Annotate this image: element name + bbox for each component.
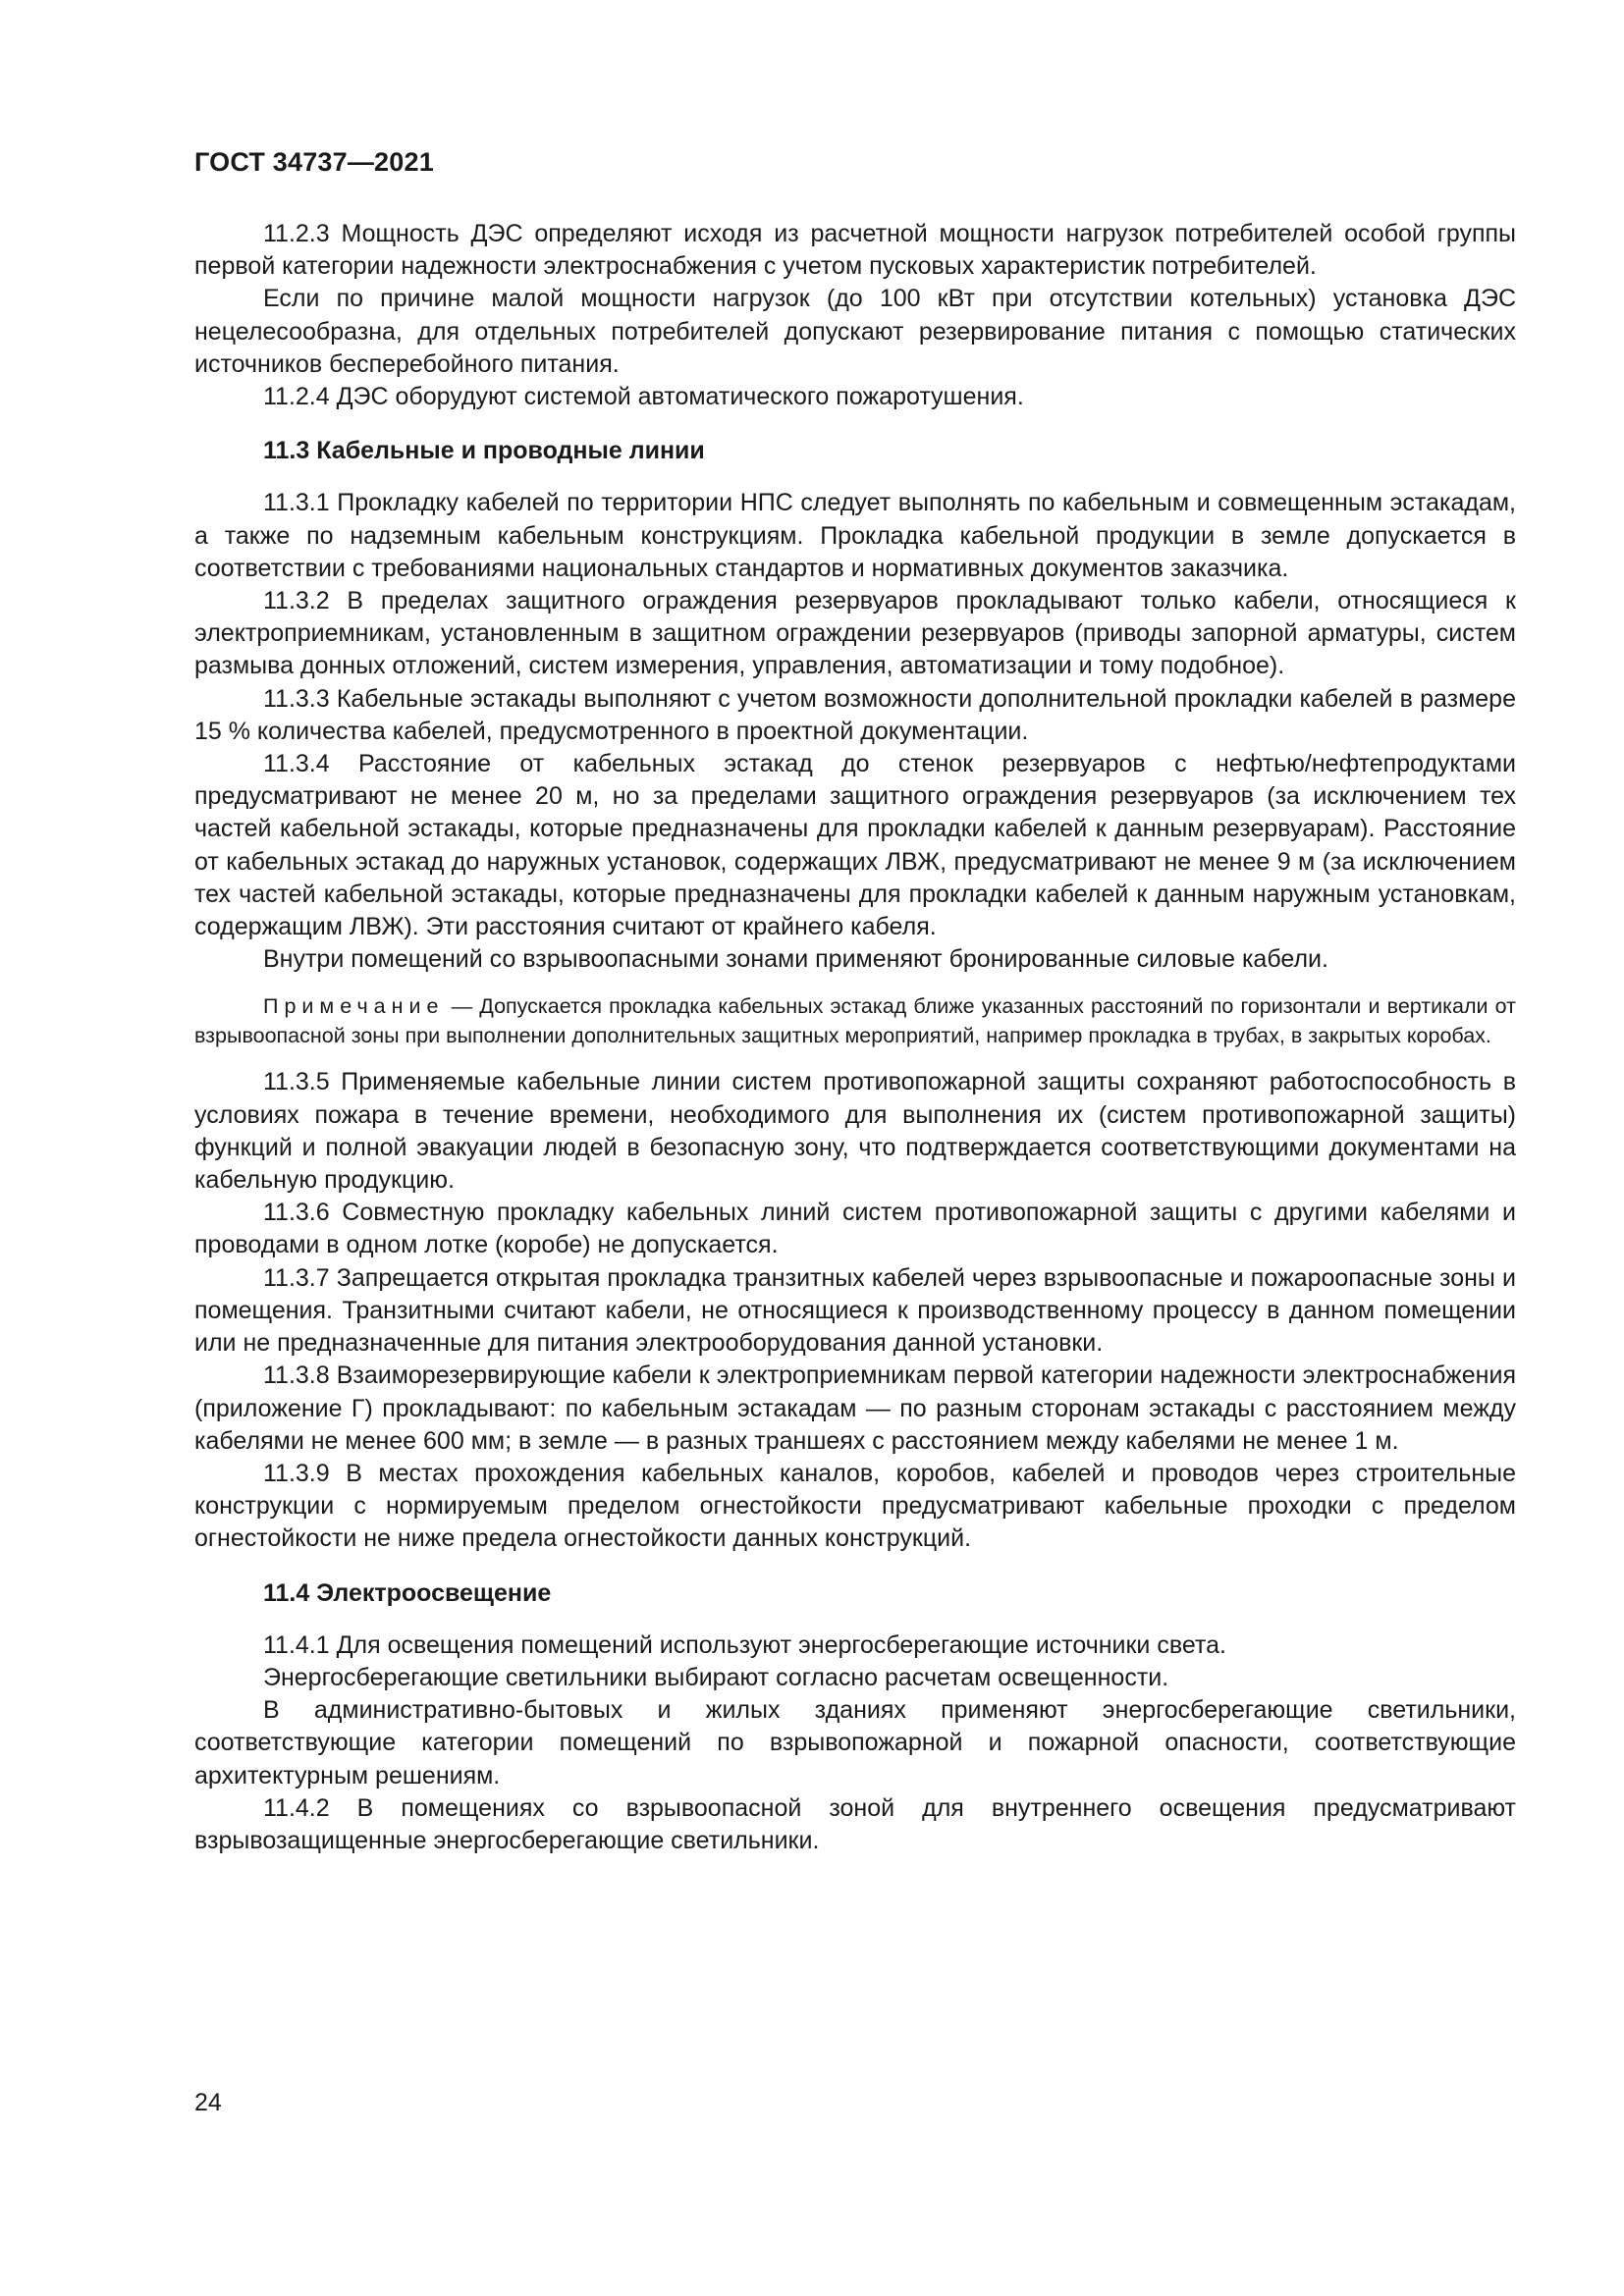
paragraph-11-3-8: 11.3.8 Взаиморезервирующие кабели к электроприемникам первой категории надежности электроснабжения (приложение Г) прокладывают: по кабельным эстакадам — по разным сторонам эстакады с расстоянием между кабелями не менее 600 мм; в земле — в разных траншеях с расстоянием между кабелями не менее 1 м. bbox=[194, 1362, 1516, 1455]
paragraph-11-3-1: 11.3.1 Прокладку кабелей по территории НПС следует выполнять по кабельным и совмещенным эстакадам, а также по надземным кабельным конструкциям. Прокладка кабельной продукции в земле допускается в соответствии с требованиями национальных стандартов и нормативных документов заказчика. bbox=[194, 489, 1516, 582]
note bbox=[194, 991, 1516, 1050]
paragraph-11-4-1: 11.4.1 Для освещения помещений используют энергосберегающие источники света. bbox=[263, 1630, 1226, 1659]
paragraph-11-3-4: 11.3.4 Расстояние от кабельных эстакад до стенок резервуаров с нефтью/нефтепродуктами предусматривают не менее 20 м, но за пределами защитного ограждения резервуаров (за исключением тех частей кабельной эстакады, которые предназначены для прокладки кабелей к данным резервуарам). Расстояние от кабельных эстакад до наружных установок, содержащих ЛВЖ, предусматривают не менее 9 м (за исключением тех частей кабельной эстакады, которые предназначены для прокладки кабелей к данным наружным установкам, содержащим ЛВЖ). Эти расстояния считают от крайнего кабеля. bbox=[194, 750, 1516, 941]
paragraph-11-4-1-cont-b: В административно-бытовых и жилых зданиях применяют энергосберегающие светильники, соответствующие категории помещений по взрывопожарной и пожарной опасности, соответствующие архитектурным решениям. bbox=[194, 1696, 1516, 1789]
section-heading-11-3: 11.3 Кабельные и проводные линии bbox=[263, 437, 705, 465]
paragraph-11-4-2: 11.4.2 В помещениях со взрывоопасной зоной для внутреннего освещения предусматривают взрывозащищенные энергосберегающие светильники. bbox=[194, 1793, 1516, 1854]
document-body bbox=[194, 218, 1516, 1857]
paragraph-11-2-3-cont: Если по причине малой мощности нагрузок (до 100 кВт при отсутствии котельных) установка ДЭС нецелесообразна, для отдельных потребителей допускают резервирование питания с помощью статических источников бесперебойного питания. bbox=[194, 285, 1516, 378]
paragraph-11-3-3: 11.3.3 Кабельные эстакады выполняют с учетом возможности дополнительной прокладки кабелей в размере 15 % количества кабелей, предусмотренного в проектной документации. bbox=[194, 684, 1516, 745]
paragraph-11-3-9: 11.3.9 В местах прохождения кабельных каналов, коробов, кабелей и проводов через строительные конструкции с нормируемым пределом огнестойкости предусматривают кабельные проходки с пределом огнестойкости не ниже предела огнестойкости данных конструкций. bbox=[194, 1459, 1516, 1553]
paragraph-11-3-4-cont: Внутри помещений со взрывоопасными зонами применяют бронированные силовые кабели. bbox=[263, 945, 1328, 974]
document-header: ГОСТ 34737—2021 bbox=[194, 147, 434, 177]
paragraph-11-2-3: 11.2.3 Мощность ДЭС определяют исходя из расчетной мощности нагрузок потребителей особой группы первой категории надежности электроснабжения с учетом пусковых характеристик потребителей. bbox=[194, 220, 1516, 281]
page-number: 24 bbox=[194, 2089, 222, 2116]
note-label: Примечание bbox=[263, 994, 445, 1019]
note-text: — Допускается прокладка кабельных эстакад ближе указанных расстояний по горизонтали и вертикали от взрывоопасной зоны при выполнении дополнительных защитных мероприятий, например прокладка в трубах, в закрытых коробах. bbox=[194, 994, 1516, 1048]
paragraph-11-3-7: 11.3.7 Запрещается открытая прокладка транзитных кабелей через взрывоопасные и пожароопасные зоны и помещения. Транзитными считают кабели, не относящиеся к производственному процессу в данном помещении или не предназначенные для питания электрооборудования данной установки. bbox=[194, 1263, 1516, 1358]
paragraph-11-2-4: 11.2.4 ДЭС оборудуют системой автоматического пожаротушения. bbox=[263, 383, 1024, 411]
paragraph-11-3-6: 11.3.6 Совместную прокладку кабельных линий систем противопожарной защиты с другими кабелями и проводами в одном лотке (коробе) не допускается. bbox=[194, 1199, 1516, 1259]
paragraph-11-3-5: 11.3.5 Применяемые кабельные линии систем противопожарной защиты сохраняют работоспособность в условиях пожара в течение времени, необходимого для выполнения их (систем противопожарной защиты) функций и полной эвакуации людей в безопасную зону, что подтверждается соответствующими документами на кабельную продукцию. bbox=[194, 1068, 1516, 1195]
section-heading-11-4: 11.4 Электроосвещение bbox=[263, 1578, 552, 1607]
paragraph-11-4-1-cont-a: Энергосберегающие светильники выбирают согласно расчетам освещенности. bbox=[263, 1663, 1169, 1691]
paragraph-11-3-2: 11.3.2 В пределах защитного ограждения резервуаров прокладывают только кабели, относящиеся к электроприемникам, установленным в защитном ограждении резервуаров (приводы запорной арматуры, систем размыва донных отложений, систем измерения, управления, автоматизации и тому подобное). bbox=[194, 587, 1516, 680]
